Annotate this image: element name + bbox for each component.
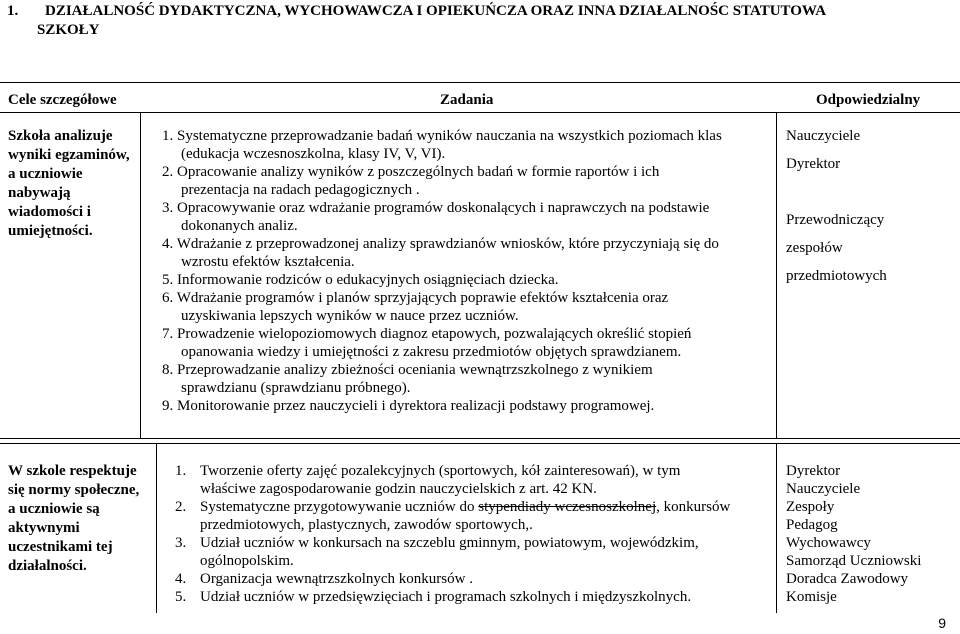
responsible-item: Wychowawcy (786, 535, 871, 551)
task-item (162, 397, 774, 415)
row1-tasks (162, 127, 774, 415)
heading-line-1: DZIAŁALNOŚĆ DYDAKTYCZNA, WYCHOWAWCZA I OPIEKUŃCZA ORAZ INNA DZIAŁALNOŚC STATUTOWA (45, 3, 827, 19)
heading-number: 1. (7, 3, 19, 19)
row1-bottom-border (0, 438, 960, 439)
responsible-item: Doradca Zawodowy (786, 571, 909, 587)
task-text: , konkursów (656, 499, 731, 515)
responsible-item: Nauczyciele (786, 128, 861, 144)
task-line: 6. Wdrażanie programów i planów sprzyjających poprawie efektów kształcenia oraz (162, 290, 669, 306)
task-line: uzyskiwania lepszych wyników w nauce przez uczniów. (181, 308, 519, 324)
task-line: 1. Systematyczne przeprowadzanie badań wyników nauczania na wszystkich poziomach klas (162, 128, 722, 144)
row2-divider-right (776, 443, 777, 613)
task-number: 2. (175, 499, 187, 515)
responsible-item: Pedagog (786, 517, 838, 533)
responsible-item: Przewodniczący (786, 212, 885, 228)
task-line: (edukacja wczesnoszkolna, klasy IV, V, VI). (181, 146, 446, 162)
task-line: 9. Monitorowanie przez nauczycieli i dyrektora realizacji podstawy programowej. (162, 398, 655, 414)
task-line: opanowania wiedzy i umiejętności z zakresu przedmiotów objętych sprawdzianem. (181, 344, 682, 360)
task-item (175, 498, 775, 534)
goal-line: aktywnymi (8, 520, 80, 536)
header-bottom-border (0, 112, 960, 113)
goal-line: się normy społeczne, (8, 482, 140, 498)
task-number: 1. (175, 463, 187, 479)
task-item (162, 199, 774, 235)
task-number: 5. (175, 589, 187, 605)
responsible-item: Samorząd Uczniowski (786, 553, 922, 569)
task-item (162, 325, 774, 361)
goal-line: a uczniowie są (8, 501, 100, 517)
task-item (162, 271, 774, 289)
responsible-item: Nauczyciele (786, 481, 861, 497)
responsible-item: Dyrektor (786, 156, 841, 172)
row2-responsible (786, 462, 958, 606)
task-item (162, 289, 774, 325)
task-line: sprawdzianu (sprawdzianu próbnego). (181, 380, 411, 396)
page-number: 9 (938, 615, 946, 631)
task-line: przedmiotowych, plastycznych, zawodów sportowych,. (200, 517, 533, 533)
task-line: Organizacja wewnątrzszkolnych konkursów . (200, 571, 473, 587)
task-line: 7. Prowadzenie wielopoziomowych diagnoz etapowych, pozwalających określić stopień (162, 326, 692, 342)
task-line: właściwe zagospodarowanie godzin nauczycielskich z art. 42 KN. (200, 481, 597, 497)
task-item (175, 570, 775, 588)
task-item (162, 127, 774, 163)
task-line: 8. Przeprowadzanie analizy zbieżności oceniania wewnątrzszkolnego z wynikiem (162, 362, 653, 378)
row1-divider-left (140, 112, 141, 439)
row2-goal (8, 462, 154, 576)
struck-text: stypendiady wczesnoszkolnej (478, 499, 657, 515)
row1-responsible (786, 122, 958, 290)
header-goals: Cele szczegółowe (8, 92, 117, 108)
task-text: Systematyczne przygotowywanie uczniów do (200, 499, 479, 515)
task-line (200, 498, 775, 516)
row2-tasks (175, 462, 775, 606)
responsible-item: Komisje (786, 589, 837, 605)
task-line: Udział uczniów w przedsięwzięciach i programach szkolnych i międzyszkolnych. (200, 589, 692, 605)
header-tasks: Zadania (440, 92, 494, 108)
responsible-item: Dyrektor (786, 463, 841, 479)
task-line: Udział uczniów w konkursach na szczeblu gminnym, powiatowym, wojewódzkim, (200, 535, 699, 551)
responsible-spacer (786, 178, 958, 206)
task-line: wzrostu efektów kształcenia. (181, 254, 355, 270)
goal-line: uczestnikami tej (8, 539, 113, 555)
row2-top-border (0, 443, 960, 444)
goal-line: a uczniowie (8, 166, 83, 182)
task-line: 3. Opracowywanie oraz wdrażanie programów doskonalących i naprawczych na podstawie (162, 200, 710, 216)
task-item (162, 163, 774, 199)
task-item (175, 534, 775, 570)
task-line: 4. Wdrażanie z przeprowadzonej analizy sprawdzianów wniosków, które przyczyniają się do (162, 236, 719, 252)
task-line: dokonanych analiz. (181, 218, 298, 234)
task-item (162, 235, 774, 271)
goal-line: umiejętności. (8, 223, 93, 239)
goal-line: działalności. (8, 558, 87, 574)
goal-line: W szkole respektuje (8, 463, 137, 479)
responsible-item: Zespoły (786, 499, 835, 515)
goal-line: nabywają (8, 185, 71, 201)
task-item (175, 588, 775, 606)
responsible-item: przedmiotowych (786, 268, 887, 284)
task-number: 3. (175, 535, 187, 551)
goal-line: wyniki egzaminów, (8, 147, 130, 163)
task-item (175, 462, 775, 498)
heading-line-2: SZKOŁY (37, 22, 100, 38)
task-number: 4. (175, 571, 187, 587)
goal-line: wiadomości i (8, 204, 91, 220)
task-item (162, 361, 774, 397)
task-line: 5. Informowanie rodziców o edukacyjnych osiągnięciach dziecka. (162, 272, 559, 288)
header-responsible: Odpowiedzialny (816, 92, 921, 108)
task-line: 2. Opracowanie analizy wyników z poszczególnych badań w formie raportów i ich (162, 164, 660, 180)
task-line: prezentacja na radach pedagogicznych . (181, 182, 420, 198)
goal-line: Szkoła analizuje (8, 128, 113, 144)
row2-divider-left (156, 443, 157, 613)
row1-divider-right (776, 112, 777, 439)
task-line: Tworzenie oferty zajęć pozalekcyjnych (sportowych, kół zainteresowań), w tym (200, 463, 681, 479)
table-top-border (0, 82, 960, 83)
task-line: ogólnopolskim. (200, 553, 294, 569)
responsible-item: zespołów (786, 240, 843, 256)
row1-goal (8, 127, 138, 241)
